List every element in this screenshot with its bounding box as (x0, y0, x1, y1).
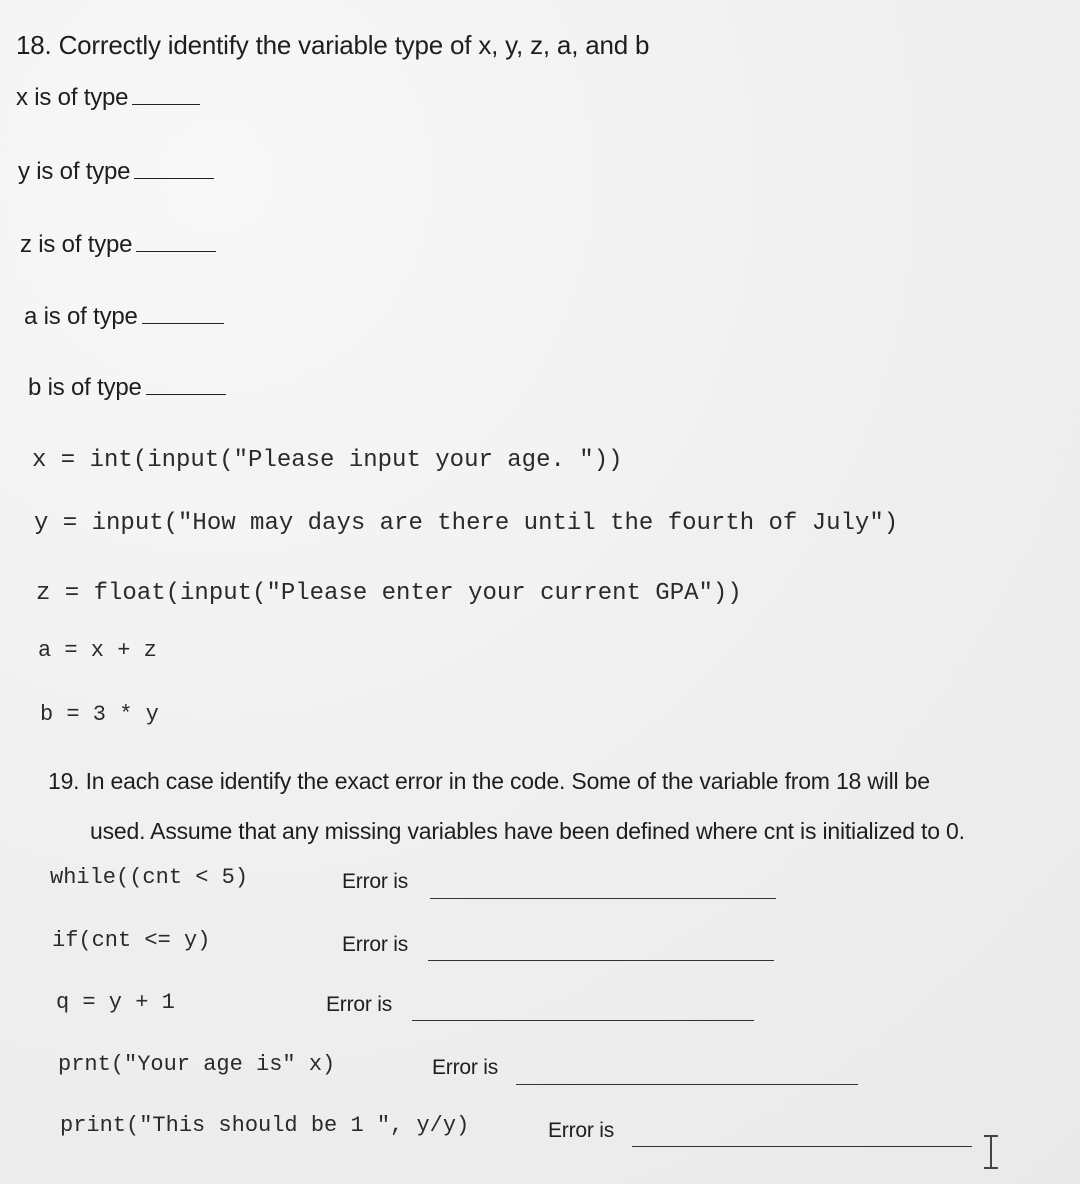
code-line-z: z = float(input("Please enter your current GPA")) (36, 580, 742, 607)
prompt-b-type (28, 374, 226, 402)
case-4-error-label: Error is (432, 1056, 499, 1079)
case-1-code: while((cnt < 5) (50, 865, 249, 890)
answer-blank-z[interactable] (136, 251, 216, 252)
case-5-answer-line[interactable] (632, 1146, 972, 1147)
answer-blank-x[interactable] (132, 104, 200, 105)
prompt-a-type (24, 303, 224, 331)
case-3-error-label: Error is (326, 993, 393, 1016)
question-19-title-line2: used. Assume that any missing variables have been defined where cnt is initialized to 0. (90, 818, 965, 844)
answer-blank-b[interactable] (146, 394, 226, 395)
case-2-error-label: Error is (342, 933, 409, 956)
case-3-code: q = y + 1 (56, 990, 175, 1015)
prompt-y-type (18, 158, 214, 186)
prompt-a-label: a is of type (24, 303, 138, 330)
code-line-a: a = x + z (38, 638, 157, 663)
prompt-b-label: b is of type (28, 374, 142, 401)
prompt-z-label: z is of type (20, 231, 133, 258)
code-line-x: x = int(input("Please input your age. ")) (32, 447, 623, 474)
answer-blank-a[interactable] (142, 323, 224, 324)
case-1-error-label: Error is (342, 870, 409, 893)
text-cursor-icon (980, 1134, 1002, 1170)
code-line-b: b = 3 * y (40, 702, 159, 727)
question-18-title: 18. Correctly identify the variable type of x, y, z, a, and b (16, 30, 650, 60)
prompt-z-type (20, 231, 216, 259)
case-4-answer-line[interactable] (516, 1084, 858, 1085)
case-1-answer-line[interactable] (430, 898, 776, 899)
prompt-y-label: y is of type (18, 158, 131, 185)
case-2-code: if(cnt <= y) (52, 928, 211, 953)
case-5-error-label: Error is (548, 1119, 615, 1142)
case-3-answer-line[interactable] (412, 1020, 754, 1021)
case-4-code: prnt("Your age is" x) (58, 1052, 336, 1077)
case-2-answer-line[interactable] (428, 960, 774, 961)
code-line-y: y = input("How may days are there until the fourth of July") (34, 510, 899, 537)
answer-blank-y[interactable] (134, 178, 214, 179)
prompt-x-type (16, 84, 200, 112)
case-5-code: print("This should be 1 ", y/y) (60, 1113, 470, 1138)
question-19-title-line1: 19. In each case identify the exact error in the code. Some of the variable from 18 will be (48, 768, 930, 794)
prompt-x-label: x is of type (16, 84, 129, 111)
